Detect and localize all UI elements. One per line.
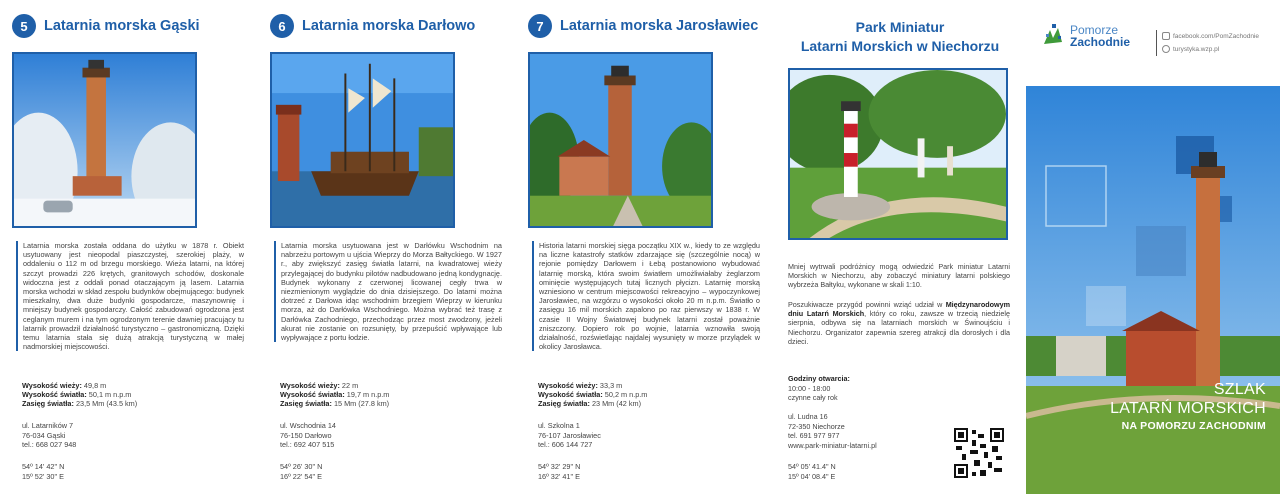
spec-label: Zasięg światła: — [280, 399, 332, 409]
cover-title — [1026, 380, 1280, 450]
tower-height: 33,3 m — [599, 381, 623, 390]
facebook-url: facebook.com/PomZachodnie — [1173, 33, 1259, 40]
address-line: ul. Szkolna 1 — [538, 421, 580, 430]
section-number-badge: 7 — [528, 14, 552, 38]
website-link[interactable]: www.park-miniatur-latarni.pl — [788, 440, 877, 450]
section-description: Latarnia morska została oddana do użytku w 1878 r. Obiekt usytuowany jest nieopodal piaszczystej, szerokiej plaży, w oddaleniu o 112 m od brzegu morskiego. Wieża latarni, na której szczyt prowadzi 226 krętych, granitowych schodów, doskonale widoczna jest z oddali ponad otaczającym ją lasem. Latarnia morska wchodzi w skład zespołu budynków obejmującego: budynek mieszkalny, dwa duże budynki gospodarcze, maszynownię i mniejszy budynek gospodarczy. Całość zabudowań ogrodzona jest ceglanym murem i na tym ogrodzonym terenie dawniej pracujący tu latarnik prowadził działalność turystyczno – gastronomiczną. Dzięki temu latarnia stała się dużą atrakcją turystyczną w małej nadmorskiej miejscowości. — [16, 241, 244, 351]
opening-hours — [788, 374, 850, 403]
light-range: 23,5 Mm (43.5 km) — [75, 399, 138, 409]
address-block — [538, 421, 601, 450]
coordinates — [280, 462, 322, 481]
light-height: 50,2 m n.p.m — [604, 390, 648, 400]
section-title: Latarnia morska Jarosławiec — [560, 18, 759, 34]
section-title: Latarnia morska Darłowo — [302, 18, 476, 34]
panel-park-miniatur — [774, 0, 1026, 494]
address-line: ul. Ludna 16 — [788, 412, 828, 421]
tower-height: 22 m — [341, 381, 359, 390]
event-name: Międzynarodowym dniu Latarń Morskich — [788, 300, 1010, 319]
park-photo — [788, 68, 1008, 240]
panel-gaski — [0, 0, 258, 494]
address-line: 76-107 Jarosławiec — [538, 430, 601, 440]
light-height: 19,7 m n.p.m — [346, 390, 390, 400]
section-header — [270, 14, 475, 38]
longitude: 15º 52' 30" E — [22, 471, 64, 481]
spec-label: Wysokość wieży: — [280, 381, 340, 390]
latitude: 54º 26' 30" N — [280, 462, 323, 471]
website-url: turystyka.wzp.pl — [1173, 46, 1220, 53]
panel-cover — [1026, 0, 1280, 494]
section-number-badge: 5 — [12, 14, 36, 38]
phone-line: tel.: 668 027 948 — [22, 440, 77, 449]
panel-darlowo — [258, 0, 516, 494]
latitude: 54º 32' 29" N — [538, 462, 581, 471]
latitude: 54º 14' 42" N — [22, 462, 65, 471]
lighthouse-photo — [270, 52, 455, 228]
spec-label: Wysokość światła: — [22, 390, 87, 400]
pomorze-zachodnie-logo — [1040, 22, 1130, 50]
globe-icon — [1162, 45, 1170, 53]
website-link[interactable] — [1162, 43, 1259, 56]
coordinates — [22, 462, 64, 481]
panel-jaroslawiec — [516, 0, 774, 494]
address-block — [280, 421, 336, 450]
tower-height: 49,8 m — [83, 381, 107, 390]
longitude: 16º 32' 41" E — [538, 471, 580, 481]
logo-line: Pomorze — [1070, 23, 1119, 37]
spec-label: Zasięg światła: — [22, 399, 74, 409]
park-title — [774, 18, 1026, 56]
facebook-icon — [1162, 32, 1170, 40]
qr-code-icon[interactable] — [954, 428, 1004, 478]
address-block — [788, 412, 877, 450]
longitude: 16º 22' 54" E — [280, 471, 322, 481]
coordinates — [538, 462, 580, 481]
section-description: Historia latarni morskiej sięga początku XIX w., kiedy to ze względu na liczne katastrofy statków zdarzające się (szczególnie nocą) w rejonie pomiędzy Darłowem i Łebą postanowiono wybudować latarnię morską, która swoim światłem umożliwiałaby żeglarzom ominięcie występujących tutaj licznych płycizn. Latarnię morską wzniesiono w centrum miejscowości rekreacyjno – wypoczynkowej Jarosławiec, na wzgórzu o wysokości około 20 m n.p.m. Światło o zasięgu 16 mil morskich zapalono po raz pierwszy w 1838 r. W czasie II Wojny Światowej budynek latarni został poważnie zniszczony. Dopiero rok po wojnie, latarnia wznowiła swoją działalność, rozświetlając najdalej wysunięty w morze przylądek w okolicy Jarosławca. — [532, 241, 760, 351]
social-links — [1156, 30, 1259, 56]
spec-list — [22, 381, 137, 409]
spec-label: Wysokość światła: — [280, 390, 345, 400]
address-line: 72-350 Niechorze — [788, 421, 845, 431]
phone-line: tel.: 692 407 515 — [280, 440, 335, 449]
event-text: Poszukiwacze przygód powinni wziąć udział w — [788, 300, 946, 309]
spec-list — [538, 381, 647, 409]
light-range: 23 Mm (42 km) — [591, 399, 642, 409]
park-event-text — [788, 300, 1010, 346]
section-description: Latarnia morska usytuowana jest w Darłówku Wschodnim na nabrzeżu portowym u ujścia Wieprzy do Morza Bałtyckiego. W 1927 r., aby zwiększyć zasięg światła latarni, na kwadratowej wieży przylegającej do budynku pilotów nadbudowano jedną kondygnację. Budynek wykonany z czerwonej licowanej cegły trwa w niezmienionym wyglądzie do dnia dzisiejszego. Do latarni można dotrzeć z Darłowa idąc wschodnim brzegiem Wieprzy w kierunku morza, aż do Darłówka Wschodniego. Można wybrać też trasę z Darłówka Zachodniego, przechodząc przez most zwodzony, jeżeli akurat nie zostanie on rozsunięty, by przepuścić wpływające lub wypływające z portu łodzie. — [274, 241, 502, 342]
address-block — [22, 421, 76, 450]
lighthouse-photo — [528, 52, 713, 228]
cover-title-line: LATARŃ MORSKICH — [1110, 400, 1266, 417]
section-title: Latarnia morska Gąski — [44, 18, 200, 34]
hours-time: 10:00 - 18:00 — [788, 383, 831, 393]
hours-label: Godziny otwarcia: — [788, 374, 850, 383]
longitude: 15º 04' 08.4" E — [788, 471, 836, 481]
lighthouse-photo — [12, 52, 197, 228]
park-title-line: Latarni Morskich w Niechorzu — [800, 38, 1000, 54]
address-line: ul. Latarników 7 — [22, 421, 74, 430]
spec-label: Wysokość światła: — [538, 390, 603, 400]
section-number-badge: 6 — [270, 14, 294, 38]
phone-line: tel. 691 977 977 — [788, 431, 840, 440]
cover-title-line: SZLAK — [1213, 381, 1266, 398]
light-height: 50,1 m n.p.m — [88, 390, 132, 400]
latitude: 54º 05' 41.4" N — [788, 462, 836, 471]
spec-label: Zasięg światła: — [538, 399, 590, 409]
facebook-link[interactable] — [1162, 30, 1259, 43]
park-intro: Mniej wytrwali podróżnicy mogą odwiedzić Park miniatur Latarni Morskich w Niechorzu, aby zobaczyć miniatury latarni polskiego wybrzeża Bałtyku, wykonane w skali 1:10. — [788, 262, 1010, 290]
logo-line: Zachodnie — [1070, 35, 1131, 49]
hours-note: czynne cały rok — [788, 393, 838, 402]
spec-list — [280, 381, 389, 409]
park-title-line: Park Miniatur — [855, 19, 945, 35]
section-header — [12, 14, 200, 38]
phone-line: tel.: 606 144 727 — [538, 440, 593, 449]
region-logo-icon — [1040, 22, 1066, 50]
address-line: 76-150 Darłowo — [280, 430, 332, 440]
coordinates — [788, 462, 836, 481]
address-line: 76-034 Gąski — [22, 430, 66, 440]
spec-label: Wysokość wieży: — [538, 381, 598, 390]
event-text: , który co roku, zawsze w trzecią niedzielę sierpnia, odbywa się na latarniach morskich w Świnoujściu i Niechorzu. Organizator zapewnia szereg atrakcji dla dorosłych i dla dzieci. — [788, 309, 1010, 346]
cover-photo — [1026, 86, 1280, 494]
cover-subtitle: NA POMORZU ZACHODNIM — [1121, 420, 1266, 432]
address-line: ul. Wschodnia 14 — [280, 421, 336, 430]
spec-label: Wysokość wieży: — [22, 381, 82, 390]
section-header — [528, 14, 758, 38]
light-range: 15 Mm (27.8 km) — [333, 399, 390, 409]
